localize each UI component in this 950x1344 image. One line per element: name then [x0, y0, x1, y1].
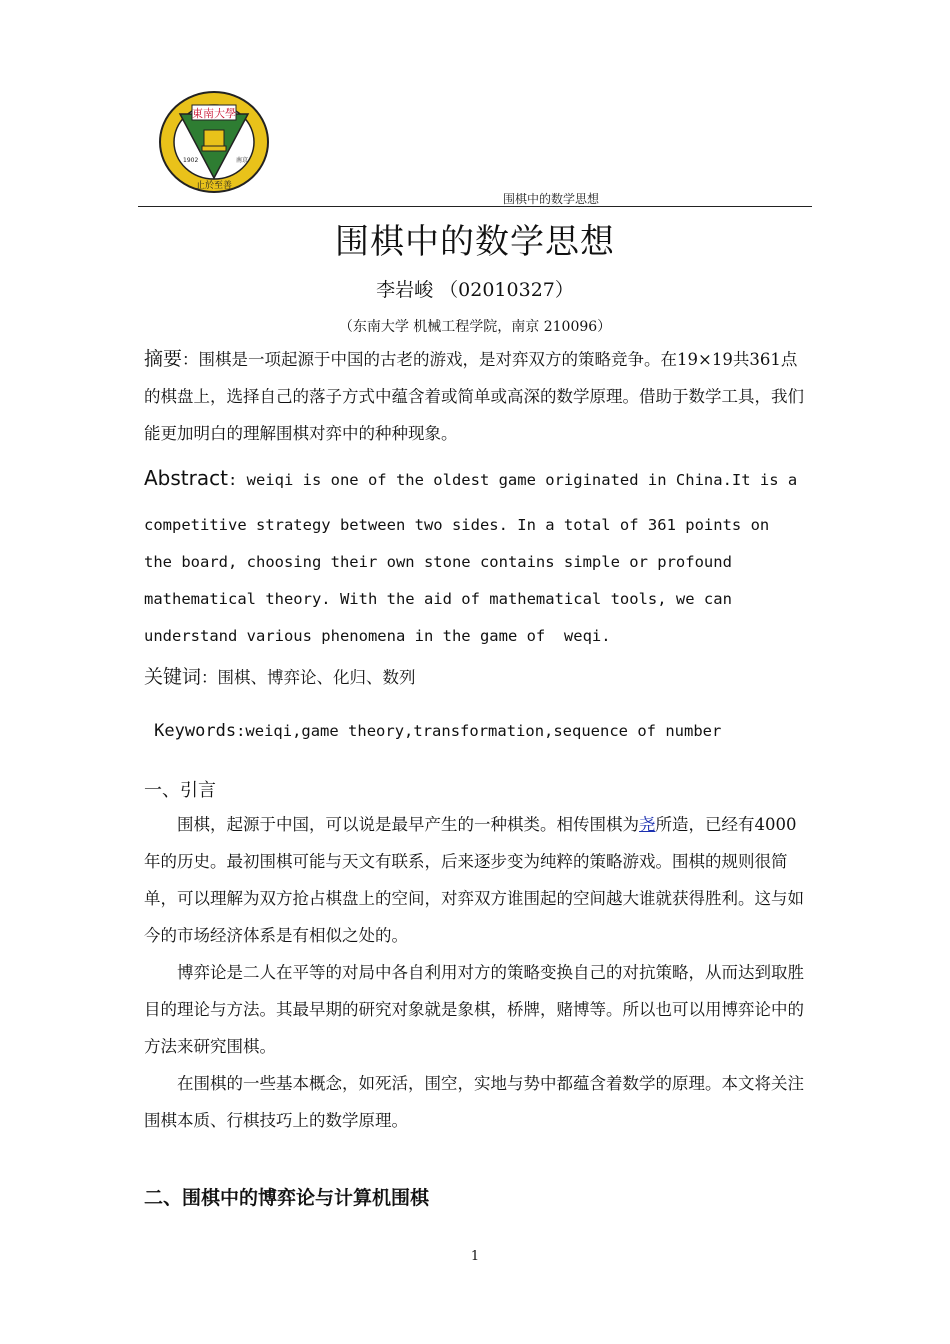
abstract-en-sep: : [227, 471, 238, 489]
paragraph: 博弈论是二人在平等的对局中各自利用对方的策略变换自己的对抗策略，从而达到取胜目的理论与方法。其最早期的研究对象就是象棋，桥牌，赌博等。所以也可以用博弈论中的方法来研究围棋。 [144, 963, 804, 1056]
abstract-en-text-1: weiqi is one of the oldest game originated in China.It is a [237, 471, 798, 489]
logo-inner-text: 東南大學 [192, 107, 236, 120]
abstract-cn-sep: ： [182, 350, 199, 369]
page-number: 1 [470, 1249, 480, 1264]
header-rule [138, 206, 812, 207]
author-line: 李岩峻 （02010327） [376, 279, 574, 301]
abstract-cn-label: 摘要 [144, 348, 183, 370]
abstract-en-label: Abstract [144, 466, 228, 490]
logo-motto: 止於至善 [195, 181, 233, 191]
abstract-en-line-2: competitive strategy between two sides. In a total of 361 points on [144, 516, 770, 534]
paragraph [144, 806, 812, 954]
section-1-body [144, 806, 812, 1139]
keywords-en-label: Keywords [154, 721, 237, 741]
section-2-heading: 二、围棋中的博弈论与计算机围棋 [144, 1187, 430, 1209]
affiliation: （东南大学 机械工程学院，南京 210096） [338, 319, 612, 335]
paper-title: 围棋中的数学思想 [335, 222, 615, 262]
paragraph: 在围棋的一些基本概念，如死活，围空，实地与势中都蕴含着数学的原理。本文将关注围棋本质、行棋技巧上的数学原理。 [144, 1074, 804, 1130]
paragraph-text: 所造，已经有4000年的历史。最初围棋可能与天文有联系，后来逐步变为纯粹的策略游戏。围棋的规则很简单，可以理解为双方抢占棋盘上的空间，对弈双方谁围起的空间越大谁就获得胜利。这与如今的市场经济体系是有相似之处的。 [144, 815, 804, 945]
abstract-en-line-5: understand various phenomena in the game of weqi. [144, 627, 611, 645]
section-1-heading: 一、引言 [144, 780, 216, 801]
abstract-en-line-3: the board, choosing their own stone contains simple or profound [144, 553, 732, 571]
abstract-cn-text: 围棋是一项起源于中国的古老的游戏，是对弈双方的策略竞争。在19×19共361点的棋盘上，选择自己的落子方式中蕴含着或简单或高深的数学原理。借助于数学工具，我们能更加明白的理解围棋对弈中的种种现象。 [144, 350, 804, 443]
running-header: 围棋中的数学思想 [503, 192, 600, 206]
abstract-en-line-4: mathematical theory. With the aid of mathematical tools, we can [144, 590, 732, 608]
abstract-en [144, 466, 812, 664]
abstract-en-line-1 [144, 466, 812, 496]
keywords-cn-sep: ： [201, 668, 218, 687]
logo-year: 1902 [183, 157, 199, 164]
keywords-en-sep: : [236, 722, 246, 740]
keywords-cn-text: 围棋、博弈论、化归、数列 [217, 668, 416, 687]
university-logo [158, 90, 270, 194]
logo-city: 南京 [236, 157, 249, 164]
keywords-en-text: weiqi,game theory,transformation,sequence of number [245, 722, 722, 740]
keywords-cn-label: 关键词 [144, 666, 202, 688]
keywords-cn [144, 659, 812, 696]
yao-link[interactable]: 尧 [639, 815, 656, 834]
abstract-cn [144, 341, 812, 452]
keywords-en [144, 702, 812, 741]
paragraph-text: 围棋，起源于中国，可以说是最早产生的一种棋类。相传围棋为 [177, 815, 639, 834]
